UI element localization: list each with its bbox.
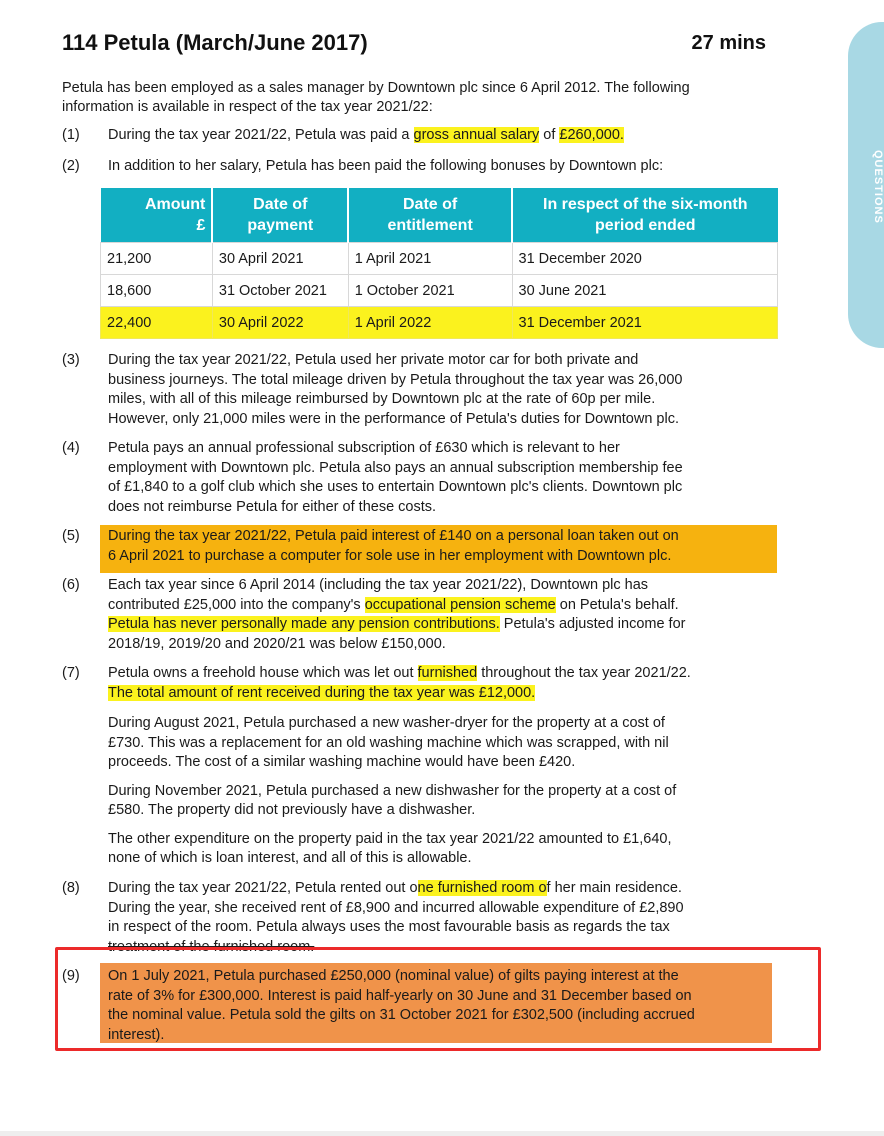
red-annotation-box xyxy=(55,947,821,1051)
cell-entitlement-date: 1 April 2022 xyxy=(348,307,512,339)
cell-period-ended: 30 June 2021 xyxy=(512,275,777,307)
intro-line-2: information is available in respect of the tax year 2021/22: xyxy=(62,99,433,115)
text-line: £580. The property did not previously have a dishwasher. xyxy=(108,802,476,818)
item-5 xyxy=(62,527,774,569)
text-line: 6 April 2021 to purchase a computer for sole use in her employment with Downtown plc. xyxy=(108,547,672,564)
text-line: miles, with all of this mileage reimbursed by Downtown plc at the rate of 60p per mile. xyxy=(108,391,656,407)
text-line: 2018/19, 2019/20 and 2020/21 was below £150,000. xyxy=(108,635,446,652)
item-7 xyxy=(62,664,774,874)
item-1 xyxy=(62,126,774,148)
column-header-date-of-entitlement: Date of entitlement xyxy=(348,188,512,243)
text-line: During the year, she received rent of £8,900 and incurred allowable expenditure of £2,890 xyxy=(108,899,684,916)
item-number: (3) xyxy=(62,352,80,368)
text-line: does not reimburse Petula for either of these costs. xyxy=(108,498,437,515)
item-number: (9) xyxy=(62,968,80,984)
text-line: interest). xyxy=(108,1026,165,1043)
text-line: proceeds. The cost of a similar washing machine would have been £420. xyxy=(108,754,576,770)
intro-paragraph xyxy=(62,79,774,117)
text-line xyxy=(108,684,770,704)
item-number: (4) xyxy=(62,440,80,456)
highlight-rent-received: The total amount of rent received during the tax year was £12,000. xyxy=(108,684,536,701)
item-text xyxy=(108,576,770,654)
text-line: of £1,840 to a golf club which she uses to entertain Downtown plc's clients. Downtown plc xyxy=(108,479,683,495)
text-line: However, only 21,000 miles were in the performance of Petula's duties for Downtown plc. xyxy=(108,410,679,427)
cell-entitlement-date: 1 October 2021 xyxy=(348,275,512,307)
item-3 xyxy=(62,351,774,431)
item-text xyxy=(108,439,770,517)
side-tab-label: QUESTIONS xyxy=(872,150,884,224)
cell-amount: 22,400 xyxy=(101,307,213,339)
table-row xyxy=(101,243,778,275)
cell-payment-date: 31 October 2021 xyxy=(212,275,348,307)
text-line: On 1 July 2021, Petula purchased £250,000 (nominal value) of gilts paying interest at the xyxy=(108,968,679,984)
text-line: The other expenditure on the property paid in the tax year 2021/22 amounted to £1,640, xyxy=(108,830,672,847)
item-number: (6) xyxy=(62,577,80,593)
table-row xyxy=(101,275,778,307)
table-header-row xyxy=(101,188,778,243)
column-header-period-ended: In respect of the six-month period ended xyxy=(512,188,777,243)
intro-line-1: Petula has been employed as a sales manager by Downtown plc since 6 April 2012. The following xyxy=(62,80,690,96)
highlight-occupational-pension: occupational pension scheme xyxy=(364,596,556,613)
cell-payment-date: 30 April 2021 xyxy=(212,243,348,275)
item-text xyxy=(108,527,770,566)
item-4 xyxy=(62,439,774,519)
item-number: (7) xyxy=(62,665,80,681)
highlight-gross-annual-salary: gross annual salary xyxy=(413,127,540,143)
question-time: 27 mins xyxy=(691,32,766,54)
item-text xyxy=(108,351,770,429)
question-header xyxy=(62,30,772,62)
column-header-amount: Amount £ xyxy=(101,188,213,243)
bottom-divider xyxy=(0,1131,884,1136)
cell-entitlement-date: 1 April 2021 xyxy=(348,243,512,275)
question-title: 114 Petula (March/June 2017) xyxy=(62,30,368,55)
text-line: in respect of the room. Petula always uses the most favourable basis as regards the tax xyxy=(108,919,670,935)
cell-amount: 21,200 xyxy=(101,243,213,275)
text-line: none of which is loan interest, and all of this is allowable. xyxy=(108,850,472,866)
text-line: rate of 3% for £300,000. Interest is paid half-yearly on 30 June and 31 December based on xyxy=(108,987,692,1004)
text-line: During the tax year 2021/22, Petula used her private motor car for both private and xyxy=(108,352,639,368)
item-text xyxy=(108,126,770,146)
highlight-salary-amount: £260,000. xyxy=(559,127,624,143)
item-1-mid: of xyxy=(539,127,560,143)
cell-payment-date: 30 April 2022 xyxy=(212,307,348,339)
text-line: employment with Downtown plc. Petula also pays an annual subscription membership fee xyxy=(108,459,683,476)
cell-period-ended: 31 December 2020 xyxy=(512,243,777,275)
text-line: £730. This was a replacement for an old washing machine which was scrapped, with nil xyxy=(108,734,669,751)
item-6 xyxy=(62,576,774,656)
item-number: (8) xyxy=(62,880,80,896)
cell-period-ended: 31 December 2021 xyxy=(512,307,777,339)
highlight-no-personal-contributions: Petula has never personally made any pension contributions. xyxy=(108,616,500,632)
item-number: (2) xyxy=(62,158,80,174)
text-line: contributed £25,000 into the company's occupational pension scheme on Petula's behalf. xyxy=(108,596,679,613)
item-number: (1) xyxy=(62,127,80,143)
table-row-highlighted xyxy=(101,307,778,339)
highlight-furnished-room: ne furnished room o xyxy=(417,880,547,896)
item-1-pre: During the tax year 2021/22, Petula was paid a xyxy=(108,127,414,143)
item-text xyxy=(108,879,770,957)
cell-amount: 18,600 xyxy=(101,275,213,307)
highlight-furnished: furnished xyxy=(417,665,478,681)
text-line: During the tax year 2021/22, Petula paid interest of £140 on a personal loan taken out on xyxy=(108,528,679,544)
text-line: During the tax year 2021/22, Petula rented out one furnished room of her main residence. xyxy=(108,880,682,896)
text-line: business journeys. The total mileage driven by Petula throughout the tax year was 26,000 xyxy=(108,371,683,388)
text-line: Each tax year since 6 April 2014 (including the tax year 2021/22), Downtown plc has xyxy=(108,577,649,593)
text-line: During November 2021, Petula purchased a new dishwasher for the property at a cost of xyxy=(108,782,677,799)
bonus-table xyxy=(100,188,778,339)
text-line: Petula pays an annual professional subscription of £630 which is relevant to her xyxy=(108,440,620,456)
text-line: Petula owns a freehold house which was let out furnished throughout the tax year 2021/22. xyxy=(108,665,691,681)
text-line: the nominal value. Petula sold the gilts on 31 October 2021 for £302,500 (including accrued xyxy=(108,1007,695,1023)
item-text xyxy=(108,664,770,869)
text-line-struck: treatment of the furnished room. xyxy=(108,938,315,955)
item-number: (5) xyxy=(62,528,80,544)
column-header-date-of-payment: Date of payment xyxy=(212,188,348,243)
item-2 xyxy=(62,157,774,179)
text-line: Petula has never personally made any pension contributions. Petula's adjusted income for xyxy=(108,616,686,632)
text-line: During August 2021, Petula purchased a new washer-dryer for the property at a cost of xyxy=(108,715,665,731)
item-text: In addition to her salary, Petula has been paid the following bonuses by Downtown plc: xyxy=(108,158,664,174)
